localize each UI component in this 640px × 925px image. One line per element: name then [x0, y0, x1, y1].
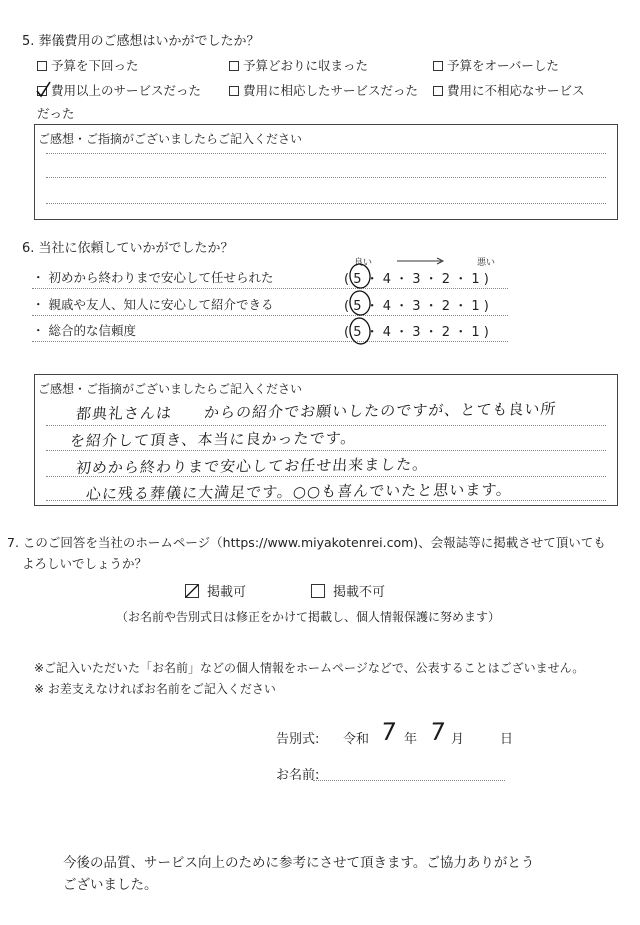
selection-circle-icon — [346, 262, 376, 290]
q7-note: （お名前や告別式日は修正をかけて掲載し、個人情報保護に努めます） — [116, 610, 501, 624]
q7-title-line2: よろしいでしょうか？ — [22, 556, 148, 571]
q5-option-wrap-text: だった — [37, 106, 75, 121]
checkbox-icon[interactable] — [229, 86, 239, 96]
checked-checkbox-icon[interactable] — [37, 86, 47, 96]
checkbox-icon[interactable] — [433, 61, 443, 71]
q6-item-line — [32, 315, 508, 316]
day-unit: 日 — [500, 732, 514, 747]
q6-item-scale[interactable]: ( 5 ・ 4 ・ 3 ・ 2 ・ 1 ) — [344, 299, 489, 314]
scale-good-label: 良い — [354, 258, 373, 268]
closing-line1: 今後の品質、サービス向上のために参考にさせて頂きます。ご協力ありがとう — [63, 855, 535, 871]
era-label: 令和 — [343, 732, 370, 747]
closing-line2: ございました。 — [63, 877, 158, 893]
selection-circle-icon — [346, 316, 376, 350]
name-request-note: ※ お差支えなければお名前をご記入ください — [34, 682, 276, 696]
q6-item-line — [32, 341, 508, 342]
q7-option-publish-ok[interactable]: 掲載可 — [185, 581, 246, 600]
year-unit: 年 — [404, 732, 418, 747]
q7-title-line1: 7. このご回答を当社のホームページ（https://www.miyakotenrei.com)、会報誌等に掲載させて頂いても — [7, 535, 606, 550]
q5-option-exceeds-cost[interactable]: 費用以上のサービスだった — [37, 81, 201, 99]
handwritten-comment-line: 心に残る葬儀に大満足です。○○も喜んでいたと思います。 — [85, 480, 514, 503]
checkbox-icon[interactable] — [311, 584, 325, 598]
handwritten-comment-line: 初めから終わりまで安心してお任せ出来ました。 — [75, 455, 430, 477]
q6-item-label: ・ 初めから終わりまで安心して任せられた — [32, 270, 274, 285]
checkbox-icon[interactable] — [433, 86, 443, 96]
q6-item-line — [32, 288, 508, 289]
scale-arrow-icon — [397, 257, 447, 265]
selection-circle-icon — [346, 289, 376, 317]
q6-item-label: ・ 親戚や友人、知人に安心して紹介できる — [32, 297, 274, 312]
handwritten-comment-line: 都典礼さんは からの紹介でお願いしたのですが、とても良い所 — [75, 399, 558, 423]
q5-option-under-budget[interactable]: 予算を下回った — [37, 56, 139, 74]
q6-item-scale[interactable]: ( 5 ・ 4 ・ 3 ・ 2 ・ 1 ) — [344, 325, 489, 340]
q6-comment-label: ご感想・ご指摘がございましたらご記入ください — [38, 382, 303, 396]
q7-option-publish-no[interactable]: 掲載不可 — [311, 581, 385, 600]
q5-comment-line — [46, 203, 606, 204]
q5-comment-line — [46, 177, 606, 178]
q5-option-within-budget[interactable]: 予算どおりに収まった — [229, 56, 368, 74]
handwritten-comment-line: を紹介して頂き、本当に良かったです。 — [69, 429, 358, 450]
month-value[interactable]: 7 — [428, 717, 448, 746]
checkbox-icon[interactable] — [37, 61, 47, 71]
name-label: お名前: — [276, 768, 320, 783]
q6-title: 6. 当社に依頼していかがでしたか？ — [22, 241, 234, 256]
q5-option-below-cost[interactable]: 費用に不相応なサービス — [433, 81, 585, 99]
checkbox-icon[interactable] — [229, 61, 239, 71]
q5-comment-line — [46, 153, 606, 154]
q5-comment-label: ご感想・ご指摘がございましたらご記入ください — [38, 132, 303, 146]
privacy-note: ※ご記入いただいた「お名前」などの個人情報をホームページなどで、公表することはございません。 — [34, 661, 585, 675]
q5-option-matches-cost[interactable]: 費用に相応したサービスだった — [229, 81, 418, 99]
checked-checkbox-icon[interactable] — [185, 584, 199, 598]
q5-title: 5. 葬儀費用のご感想はいかがでしたか？ — [22, 34, 260, 49]
scale-bad-label: 悪い — [477, 258, 496, 268]
year-value[interactable]: 7 — [379, 717, 399, 746]
month-unit: 月 — [451, 732, 465, 747]
q5-option-over-budget[interactable]: 予算をオーバーした — [433, 56, 559, 74]
q6-comment-line — [46, 425, 606, 426]
q6-item-label: ・ 総合的な信頼度 — [32, 323, 136, 338]
ceremony-label: 告別式: — [276, 732, 320, 747]
q6-item-scale[interactable]: ( 5 ・ 4 ・ 3 ・ 2 ・ 1 ) — [344, 272, 489, 287]
name-input-line[interactable] — [313, 780, 505, 781]
